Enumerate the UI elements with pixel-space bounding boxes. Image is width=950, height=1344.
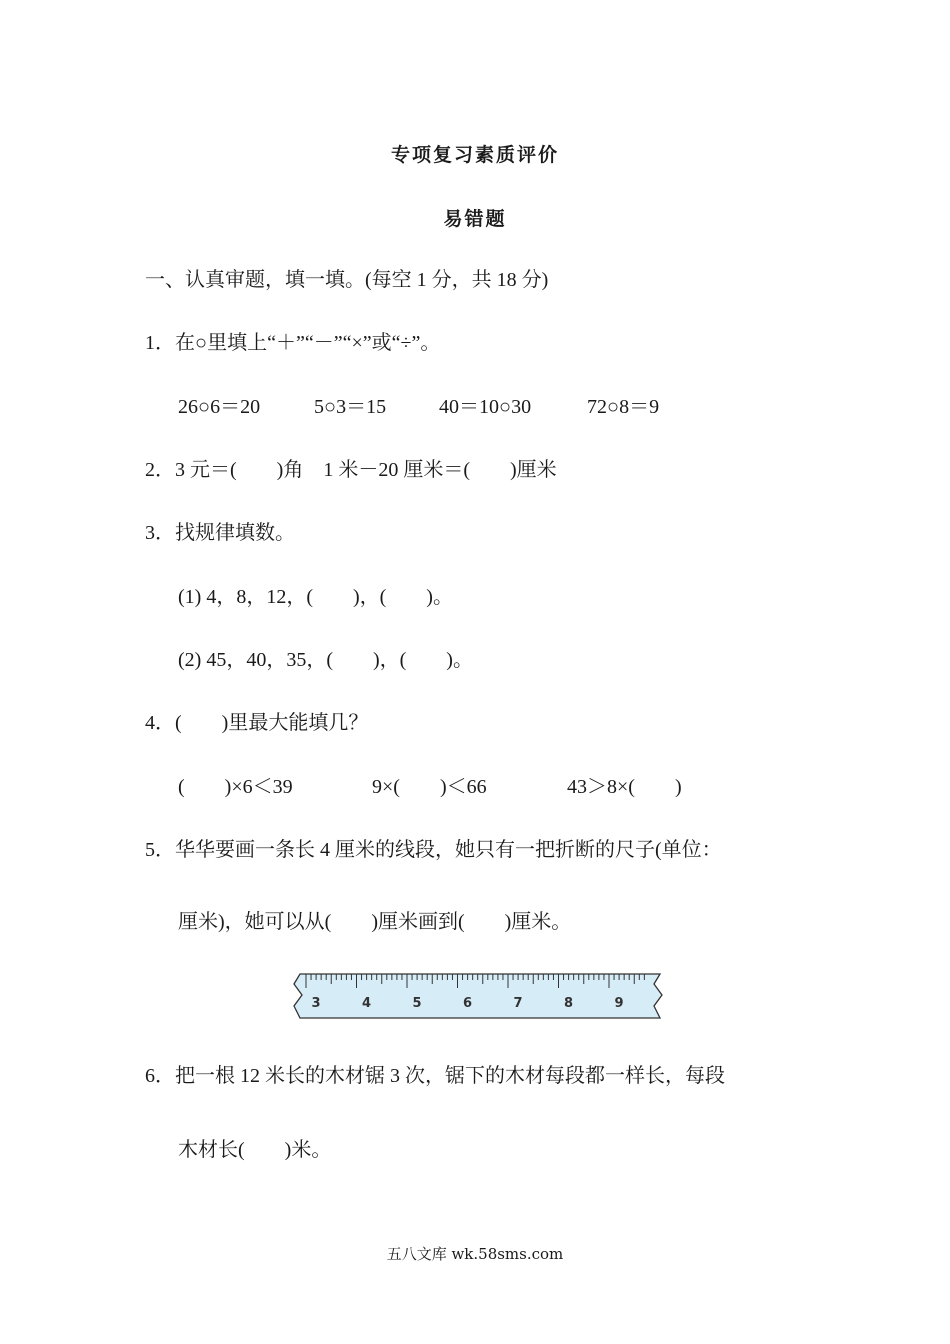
ruler-graphic [290,968,666,1024]
question-6-line-1: 6．把一根 12 米长的木材锯 3 次，锯下的木材每段都一样长，每段 [145,1065,725,1087]
question-3-stem: 3．找规律填数。 [145,522,295,544]
question-5-line-2: 厘米)，她可以从( )厘米画到( )厘米。 [178,911,572,933]
question-5-line-1: 5．华华要画一条长 4 厘米的线段，她只有一把折断的尺子(单位： [145,839,722,861]
q4-inequality-1: ( )×6＜39 [178,776,293,798]
ruler-label: 4 [361,996,372,1011]
ruler-label: 5 [412,996,422,1011]
question-6-line-2: 木材长( )米。 [178,1139,332,1161]
broken-ruler [290,968,666,1024]
q1-equation-4: 72○8＝9 [587,396,660,418]
q1-equation-2: 5○3＝15 [314,396,387,418]
ruler-label: 9 [614,996,624,1011]
q1-equation-1: 26○6＝20 [178,396,261,418]
ruler-label: 8 [563,996,574,1011]
page-title: 专项复习素质评价 [390,145,559,166]
section-heading: 一、认真审题，填一填。(每空 1 分，共 18 分) [145,269,549,291]
ruler-body [294,974,662,1018]
q4-inequality-3: 43＞8×( ) [567,776,682,798]
question-1-stem: 1．在○里填上“＋”“－”“×”或“÷”。 [145,332,441,354]
q3-sequence-2: (2) 45，40，35，( )，( )。 [178,649,473,671]
ruler-label: 7 [513,996,523,1011]
q4-inequality-2: 9×( )＜66 [372,776,487,798]
ruler-label: 3 [311,996,321,1011]
q3-sequence-1: (1) 4，8，12，( )，( )。 [178,586,453,608]
footer-watermark: 五八文库 wk.58sms.com [386,1245,564,1263]
ruler-label: 6 [462,996,473,1011]
question-4-stem: 4．( )里最大能填几？ [145,712,369,734]
question-2: 2．3 元＝( )角 1 米－20 厘米＝( )厘米 [145,459,557,481]
q1-equation-3: 40＝10○30 [439,396,532,418]
page-subtitle: 易错题 [443,209,507,230]
